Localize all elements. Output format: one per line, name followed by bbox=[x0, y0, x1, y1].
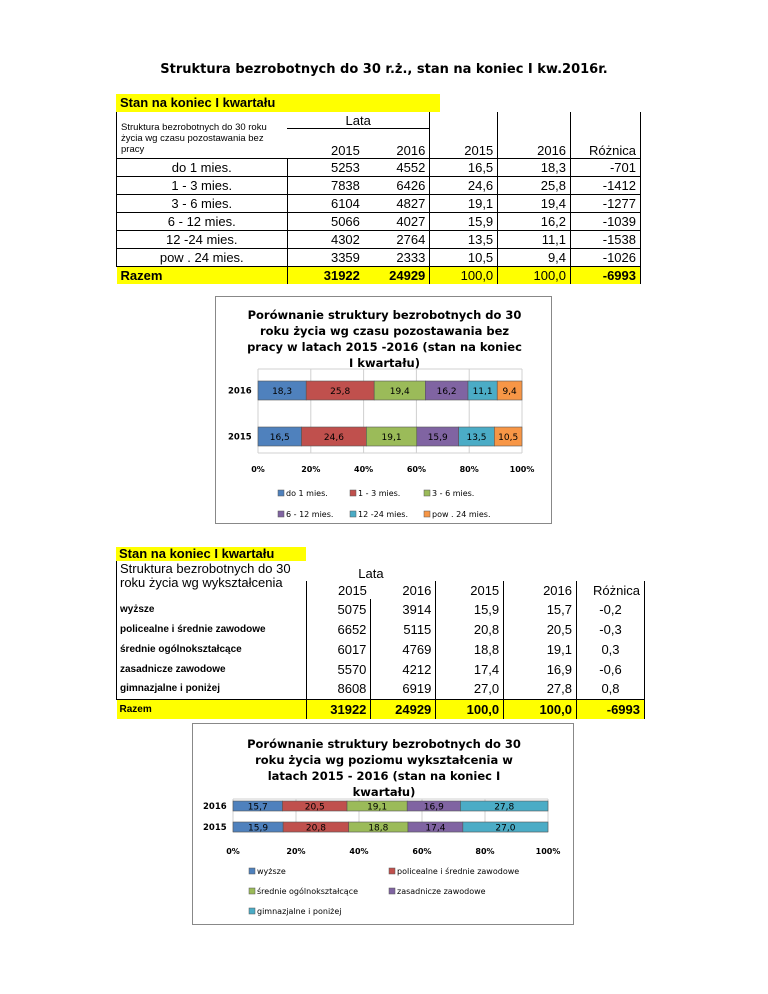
data-label: 9,4 bbox=[502, 387, 517, 397]
chart2-plot bbox=[193, 724, 575, 926]
table-row bbox=[117, 212, 641, 230]
table-row bbox=[117, 158, 641, 176]
row-label: średnie ogólnokształcące bbox=[117, 639, 307, 659]
data-label: 18,3 bbox=[272, 387, 293, 397]
table1-col-diff: Różnica bbox=[571, 128, 641, 158]
table-row bbox=[117, 659, 645, 679]
legend-swatch bbox=[249, 888, 255, 894]
table-cell: -1412 bbox=[571, 176, 641, 194]
legend-label: 1 - 3 mies. bbox=[358, 489, 401, 498]
table-cell: 27,8 bbox=[504, 679, 577, 699]
x-tick-label: 100% bbox=[535, 847, 561, 856]
table-cell: 16,9 bbox=[504, 659, 577, 679]
table-cell: 5570 bbox=[306, 659, 371, 679]
table1 bbox=[116, 112, 641, 284]
table-cell: 4552 bbox=[364, 158, 430, 176]
table1-total-cell: 31922 bbox=[287, 266, 364, 284]
row-label: 1 - 3 mies. bbox=[117, 176, 288, 194]
legend-swatch bbox=[249, 908, 255, 914]
table-cell: 5066 bbox=[287, 212, 364, 230]
table-cell: 6919 bbox=[371, 679, 436, 699]
legend-label: 3 - 6 mies. bbox=[432, 489, 475, 498]
data-label: 19,1 bbox=[381, 433, 402, 443]
table1-group-header: Lata bbox=[287, 112, 430, 128]
table-cell: 3914 bbox=[371, 599, 436, 619]
table-cell: -1277 bbox=[571, 194, 641, 212]
table-cell: -0,2 bbox=[577, 599, 645, 619]
table-cell: 13,5 bbox=[430, 230, 498, 248]
chart2-title: Porównanie struktury bezrobotnych do 30 roku życia wg poziomu wykształcenia w latach 2015 - 2016 (stan na koniec I kwartału) bbox=[247, 737, 521, 799]
category-label: 2016 bbox=[228, 386, 252, 397]
table2-col-2016: 2016 bbox=[402, 582, 432, 598]
table-cell: 20,8 bbox=[436, 619, 504, 639]
table1-col-2016-pct: 2016 bbox=[498, 128, 571, 158]
table-cell: 18,8 bbox=[436, 639, 504, 659]
legend-label: wyższe bbox=[257, 867, 286, 876]
data-label: 15,9 bbox=[427, 433, 448, 443]
category-label: 2015 bbox=[228, 432, 252, 443]
legend-swatch bbox=[389, 888, 395, 894]
table-row bbox=[117, 194, 641, 212]
table2-group-header: Lata bbox=[358, 566, 384, 581]
table1-total-cell: 24929 bbox=[364, 266, 430, 284]
data-label: 19,4 bbox=[389, 387, 410, 397]
table-cell: 4212 bbox=[371, 659, 436, 679]
page-title: Struktura bezrobotnych do 30 r.ż., stan na koniec I kw.2016r. bbox=[160, 62, 608, 77]
table1-total-cell: 100,0 bbox=[498, 266, 571, 284]
table2-total-cell: -6993 bbox=[577, 699, 645, 719]
data-label: 13,5 bbox=[466, 433, 487, 443]
x-tick-label: 0% bbox=[251, 465, 265, 474]
legend-swatch bbox=[350, 490, 356, 496]
table2-total-label: Razem bbox=[117, 699, 307, 719]
data-label: 16,9 bbox=[423, 802, 444, 813]
table-cell: 5115 bbox=[371, 619, 436, 639]
legend-swatch bbox=[249, 868, 255, 874]
legend-label: zasadnicze zawodowe bbox=[397, 887, 486, 896]
table-cell: 6104 bbox=[287, 194, 364, 212]
table-row bbox=[117, 679, 645, 699]
table-cell: 10,5 bbox=[430, 248, 498, 266]
table-cell: 0,3 bbox=[577, 639, 645, 659]
x-tick-label: 80% bbox=[459, 465, 479, 474]
table-cell: 18,3 bbox=[498, 158, 571, 176]
table2-total-cell: 31922 bbox=[306, 699, 371, 719]
x-tick-label: 20% bbox=[301, 465, 321, 474]
table-cell: 0,8 bbox=[577, 679, 645, 699]
table-row bbox=[117, 230, 641, 248]
table-cell: 3359 bbox=[287, 248, 364, 266]
legend-swatch bbox=[389, 868, 395, 874]
legend-label: 6 - 12 mies. bbox=[286, 510, 334, 519]
data-label: 15,9 bbox=[248, 823, 269, 834]
row-label: 3 - 6 mies. bbox=[117, 194, 288, 212]
table-cell: 4302 bbox=[287, 230, 364, 248]
row-label: 12 -24 mies. bbox=[117, 230, 288, 248]
table-cell: 2333 bbox=[364, 248, 430, 266]
table-cell: 27,0 bbox=[436, 679, 504, 699]
table2-total-cell: 100,0 bbox=[436, 699, 504, 719]
table-cell: 19,1 bbox=[504, 639, 577, 659]
legend-label: pow . 24 mies. bbox=[432, 510, 491, 519]
table-cell: 8608 bbox=[306, 679, 371, 699]
table-cell: 4769 bbox=[371, 639, 436, 659]
table-row bbox=[117, 599, 645, 619]
x-tick-label: 20% bbox=[286, 847, 306, 856]
legend-swatch bbox=[424, 490, 430, 496]
table1-col-2015-pct: 2015 bbox=[430, 128, 498, 158]
table-cell: 11,1 bbox=[498, 230, 571, 248]
data-label: 16,2 bbox=[436, 387, 457, 397]
table-cell: -1039 bbox=[571, 212, 641, 230]
data-label: 27,8 bbox=[494, 802, 515, 813]
table-cell: 6017 bbox=[306, 639, 371, 659]
x-tick-label: 60% bbox=[406, 465, 426, 474]
table-cell: -0,3 bbox=[577, 619, 645, 639]
table-cell: 5253 bbox=[287, 158, 364, 176]
table2-section-header: Stan na koniec I kwartału bbox=[116, 547, 306, 561]
table-cell: 7838 bbox=[287, 176, 364, 194]
chart1 bbox=[215, 296, 552, 524]
table-cell: 4827 bbox=[364, 194, 430, 212]
table-cell: 5075 bbox=[306, 599, 371, 619]
table1-total-label: Razem bbox=[117, 266, 288, 284]
data-label: 24,6 bbox=[323, 433, 344, 443]
table-cell: -701 bbox=[571, 158, 641, 176]
table-row bbox=[117, 639, 645, 659]
table-cell: 24,6 bbox=[430, 176, 498, 194]
data-label: 17,4 bbox=[425, 823, 446, 834]
legend-swatch bbox=[350, 511, 356, 517]
table-cell: 15,9 bbox=[430, 212, 498, 230]
table-row bbox=[117, 619, 645, 639]
data-label: 15,7 bbox=[247, 802, 268, 813]
table2-col-2015: 2015 bbox=[306, 581, 371, 599]
x-tick-label: 40% bbox=[354, 465, 374, 474]
legend-label: 12 -24 mies. bbox=[358, 510, 408, 519]
legend-label: średnie ogólnokształcące bbox=[257, 887, 359, 896]
x-tick-label: 60% bbox=[412, 847, 432, 856]
table2-col-2015-pct: 2015 bbox=[436, 581, 504, 599]
table-cell: 4027 bbox=[364, 212, 430, 230]
table2-total-row bbox=[117, 699, 645, 719]
table-cell: -1538 bbox=[571, 230, 641, 248]
table2-total-cell: 100,0 bbox=[504, 699, 577, 719]
table2-col-diff: Różnica bbox=[577, 581, 645, 599]
table-cell: 16,5 bbox=[430, 158, 498, 176]
legend-swatch bbox=[278, 490, 284, 496]
table1-total-cell: -6993 bbox=[571, 266, 641, 284]
chart1-plot bbox=[216, 297, 553, 525]
table-cell: 6426 bbox=[364, 176, 430, 194]
legend-label: do 1 mies. bbox=[286, 489, 328, 498]
table-cell: 20,5 bbox=[504, 619, 577, 639]
table2 bbox=[116, 561, 645, 719]
x-tick-label: 80% bbox=[475, 847, 495, 856]
row-label: gimnazjalne i poniżej bbox=[117, 679, 307, 699]
data-label: 25,8 bbox=[330, 387, 351, 397]
row-label: wyższe bbox=[117, 599, 307, 619]
table2-row-header: Struktura bezrobotnych do 30 roku życia wg wykształcenia bbox=[117, 561, 307, 599]
table-cell: 17,4 bbox=[436, 659, 504, 679]
table-row bbox=[117, 248, 641, 266]
table-cell: 15,7 bbox=[504, 599, 577, 619]
chart1-title: Porównanie struktury bezrobotnych do 30 roku życia wg czasu pozostawania bez pracy w latach 2015 -2016 (stan na koniec I kwartału) bbox=[247, 308, 522, 370]
table1-total-cell: 100,0 bbox=[430, 266, 498, 284]
data-label: 20,5 bbox=[304, 802, 325, 813]
table1-total-row bbox=[117, 266, 641, 284]
table-cell: 16,2 bbox=[498, 212, 571, 230]
table-cell: 19,4 bbox=[498, 194, 571, 212]
row-label: pow . 24 mies. bbox=[117, 248, 288, 266]
table-cell: -0,6 bbox=[577, 659, 645, 679]
chart2 bbox=[192, 723, 574, 925]
legend-label: policealne i średnie zawodowe bbox=[397, 867, 520, 876]
table2-total-cell: 24929 bbox=[371, 699, 436, 719]
data-label: 10,5 bbox=[498, 433, 519, 443]
table-cell: 9,4 bbox=[498, 248, 571, 266]
table-cell: -1026 bbox=[571, 248, 641, 266]
data-label: 19,1 bbox=[367, 802, 388, 813]
row-label: do 1 mies. bbox=[117, 158, 288, 176]
row-label: policealne i średnie zawodowe bbox=[117, 619, 307, 639]
table-cell: 6652 bbox=[306, 619, 371, 639]
category-label: 2015 bbox=[203, 823, 227, 833]
table-row bbox=[117, 176, 641, 194]
x-tick-label: 0% bbox=[226, 847, 240, 856]
table2-col-2016-pct: 2016 bbox=[504, 581, 577, 599]
row-label: 6 - 12 mies. bbox=[117, 212, 288, 230]
legend-swatch bbox=[424, 511, 430, 517]
table1-col-2015: 2015 bbox=[330, 142, 360, 158]
data-label: 11,1 bbox=[472, 387, 493, 397]
table1-row-header: Struktura bezrobotnych do 30 roku życia wg czasu pozostawania bez pracy bbox=[117, 112, 288, 158]
table-cell: 15,9 bbox=[436, 599, 504, 619]
legend-swatch bbox=[278, 511, 284, 517]
x-tick-label: 40% bbox=[349, 847, 369, 856]
table1-section-header: Stan na koniec I kwartału bbox=[116, 94, 440, 112]
table-cell: 19,1 bbox=[430, 194, 498, 212]
category-label: 2016 bbox=[203, 802, 227, 812]
x-tick-label: 100% bbox=[509, 465, 535, 474]
table-cell: 25,8 bbox=[498, 176, 571, 194]
row-label: zasadnicze zawodowe bbox=[117, 659, 307, 679]
table-cell: 2764 bbox=[364, 230, 430, 248]
data-label: 18,8 bbox=[368, 823, 389, 834]
table1-col-2016: 2016 bbox=[396, 142, 426, 158]
data-label: 16,5 bbox=[269, 433, 290, 443]
data-label: 27,0 bbox=[495, 823, 516, 834]
legend-label: gimnazjalne i poniżej bbox=[257, 907, 342, 916]
data-label: 20,8 bbox=[305, 823, 326, 834]
